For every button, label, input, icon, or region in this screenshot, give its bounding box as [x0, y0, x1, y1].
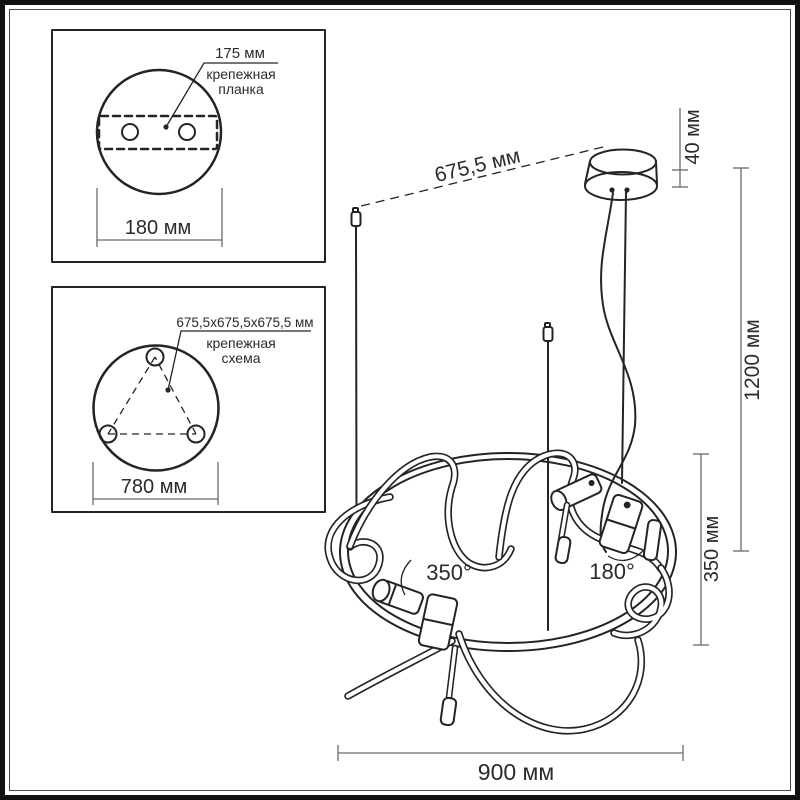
scheme-triangle-edge: [155, 357, 196, 434]
dimension-fixture-height: [693, 454, 723, 645]
rotation-right-label: 180°: [589, 559, 635, 584]
cable-gripper-middle: [544, 323, 553, 341]
ring-outline-circle: [94, 346, 219, 471]
mounting-plate-dashed-outline: [99, 116, 217, 149]
canopy-diameter-label: 180 мм: [124, 217, 192, 239]
canopy-height-label: 40 мм: [682, 109, 704, 165]
plate-caption-line1: крепежная: [206, 66, 276, 82]
spotlight-left-horizontal: [370, 577, 425, 615]
plate-caption-line2: планка: [218, 81, 264, 97]
suspension-cable-left: [356, 226, 357, 508]
pendant-lamp-drawing: [328, 108, 764, 785]
dimension-total-height: [733, 168, 764, 551]
scheme-caption-line2: схема: [221, 350, 261, 366]
canopy-side-right: [656, 161, 657, 184]
canopy-base-ellipse: [585, 172, 657, 200]
spotlight-far-right-slim: [643, 519, 661, 560]
spot-rod-cap: [440, 697, 457, 726]
scheme-triangle-edge: [108, 357, 155, 434]
dimension-canopy-height: [672, 108, 704, 187]
canopy-top-ellipse: [590, 150, 656, 175]
scheme-caption-line1: крепежная: [206, 335, 276, 351]
fixture-width-label: 900 мм: [477, 759, 555, 785]
detail-view-mounting-scheme: [52, 287, 325, 512]
scheme-diameter-label: 780 мм: [120, 476, 188, 498]
screw-hole-right: [179, 124, 195, 140]
dimension-fixture-width: [338, 745, 683, 785]
screw-hole-left: [122, 124, 138, 140]
ceiling-canopy: [585, 150, 657, 201]
cable-gripper-left: [352, 208, 361, 226]
cable-gland: [609, 187, 614, 192]
suspension-cable-right: [622, 192, 626, 483]
detail-view-canopy-mount: [52, 30, 325, 262]
canopy-outline-circle: [97, 70, 221, 194]
total-height-label: 1200 мм: [741, 319, 764, 401]
plate-spacing-label: 175 мм: [215, 45, 265, 62]
spot-rod-cap: [555, 536, 571, 564]
scheme-spacing-label: 675,5x675,5x675,5 мм: [176, 315, 314, 330]
rotation-left-label: 350°: [426, 560, 472, 585]
fixture-height-label: 350 мм: [701, 515, 723, 583]
suspension-span-label: 675,5 мм: [432, 144, 523, 188]
